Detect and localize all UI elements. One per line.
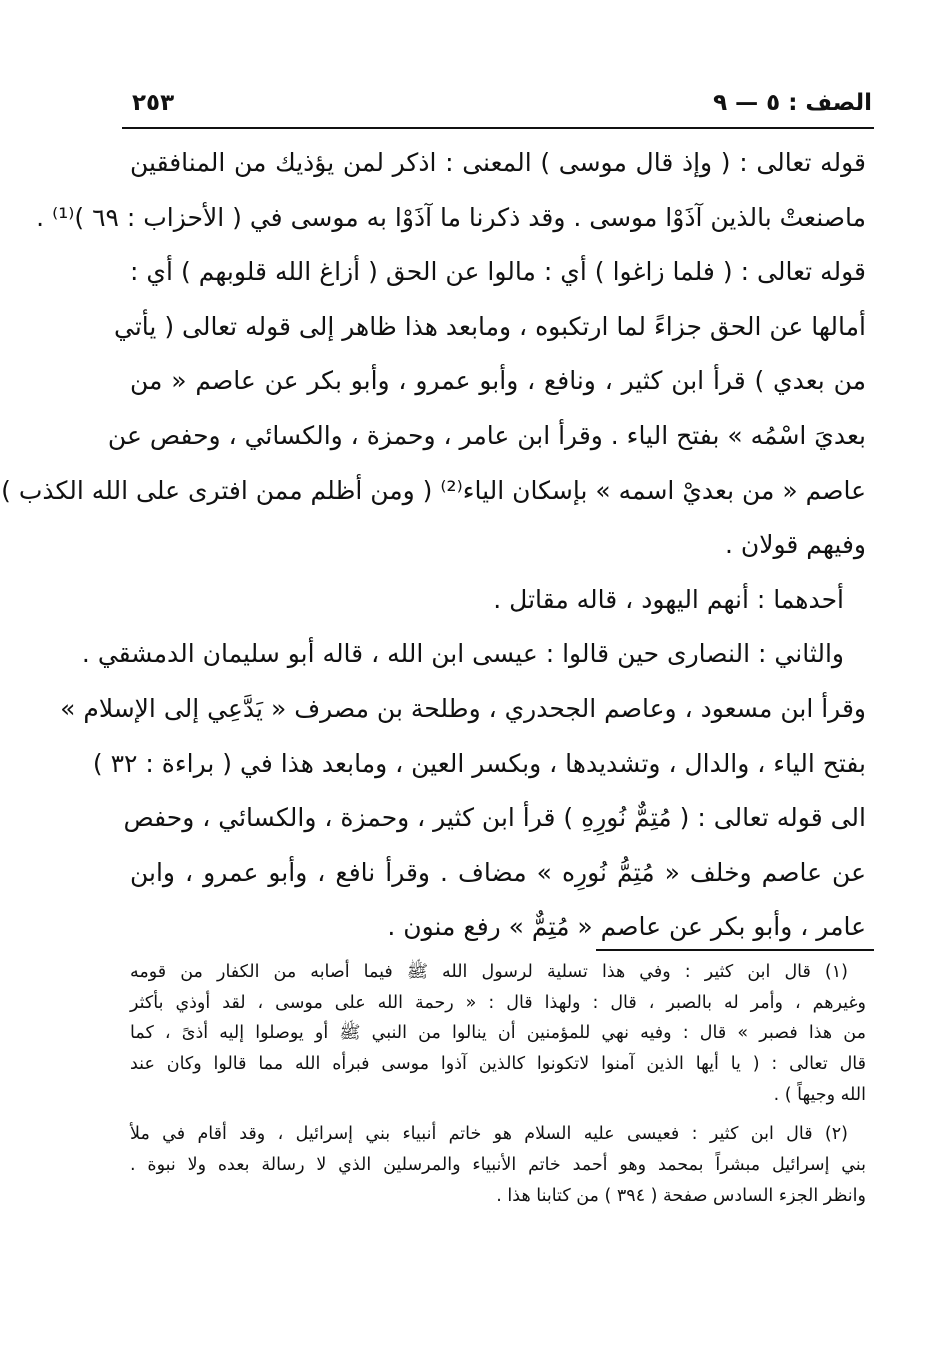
footnote-line: الله وجيهاً ) . [773,1084,866,1105]
page-number: ٢٥٣ [132,90,175,116]
text-line: بعديَ اسْمُه » بفتح الياء . وقرأ ابن عامر ، وحمزة ، والكسائي ، وحفص عن [107,420,866,450]
running-header [122,86,872,126]
header-rule [122,127,874,129]
text-line: عامر ، وأبو بكر عن عاصم « مُتِمٌّ » رفع منون . [387,912,866,942]
text-line: من بعدي ) قرأ ابن كثير ، ونافع ، وأبو عمرو ، وأبو بكر عن عاصم « من [130,366,866,396]
text-line: أحدهما : أنهم اليهود ، قاله مقاتل . [493,584,844,614]
footnote-line: (٢) قال ابن كثير : فعيسى عليه السلام هو خاتم أنبياء بني إسرائيل ، وقد أقام في ملأ [130,1124,848,1145]
main-text [1,136,866,955]
text-line: ماصنعتْ بالذين آذَوْا موسى . وقد ذكرنا ما آذَوْا به موسى في ( الأحزاب : ٦٩ )⁽¹⁾ . [36,202,866,232]
text-line: قوله تعالى : ( فلما زاغوا ) أي : مالوا عن الحق ( أزاغ الله قلوبهم ) أي : [130,257,866,287]
footnote-line: وانظر الجزء السادس صفحة ( ٣٩٤ ) من كتابنا هذا . [496,1185,866,1206]
surah-title: الصف : ٥ — ٩ [713,90,872,116]
text-line: عاصم « من بعديْ اسمه » بإسكان الياء⁽²⁾ ( ومن أظلم ممن افترى على الله الكذب ) [1,475,866,505]
text-line: والثاني : النصارى حين قالوا : عيسى ابن الله ، قاله أبو سليمان الدمشقي . [81,639,844,669]
text-line: الى قوله تعالى : ( مُتِمٌّ نُورِهِ ) قرأ ابن كثير ، وحمزة ، والكسائي ، وحفص [123,803,866,833]
footnote-line: بني إسرائيل مبشراً بمحمد وهو أحمد خاتم الأنبياء والمرسلين الذي لا رسالة بعده ولا نبوة . [130,1155,866,1176]
text-line: قوله تعالى : ( وإذ قال موسى ) المعنى : اذكر لمن يؤذيك من المنافقين [130,148,866,177]
footnote-rule [596,949,874,951]
text-line: وفيهم قولان . [724,530,866,560]
footnote-line: من هذا فصبر » قال : وفيه نهي للمؤمنين أن ينالوا من النبي ﷺ أو يوصلوا إليه أذىً ، كما [130,1023,866,1044]
text-line: وقرأ ابن مسعود ، وعاصم الجحدري ، وطلحة بن مصرف « يَدَّعِي إلى الإسلام » [60,693,866,723]
footnotes [130,957,866,1212]
footnote-line: قال تعالى : ( يا أيها الذين آمنوا لاتكونوا كالذين آذوا موسى فبرأه الله مما قالوا وكان عند [130,1054,866,1075]
footnote-line: وغيرهم ، وأمر له بالصبر ، قال : ولهذا قال : « رحمة الله على موسى ، لقد أوذي بأكثر [130,992,866,1013]
text-line: بفتح الياء ، والدال ، وتشديدها ، وبكسر العين ، ومابعد هذا في ( براءة : ٣٢ ) [92,748,866,778]
text-line: عن عاصم وخلف « مُتِمُّ نُورِه » مضاف . وقرأ نافع ، وأبو عمرو ، وابن [130,857,866,887]
text-line: أمالها عن الحق جزاءً لما ارتكبوه ، ومابعد هذا ظاهر إلى قوله تعالى ( يأتي [114,311,866,341]
footnote-line: (١) قال ابن كثير : وفي هذا تسلية لرسول الله ﷺ فيما أصابه من الكفار من قومه [130,962,848,982]
